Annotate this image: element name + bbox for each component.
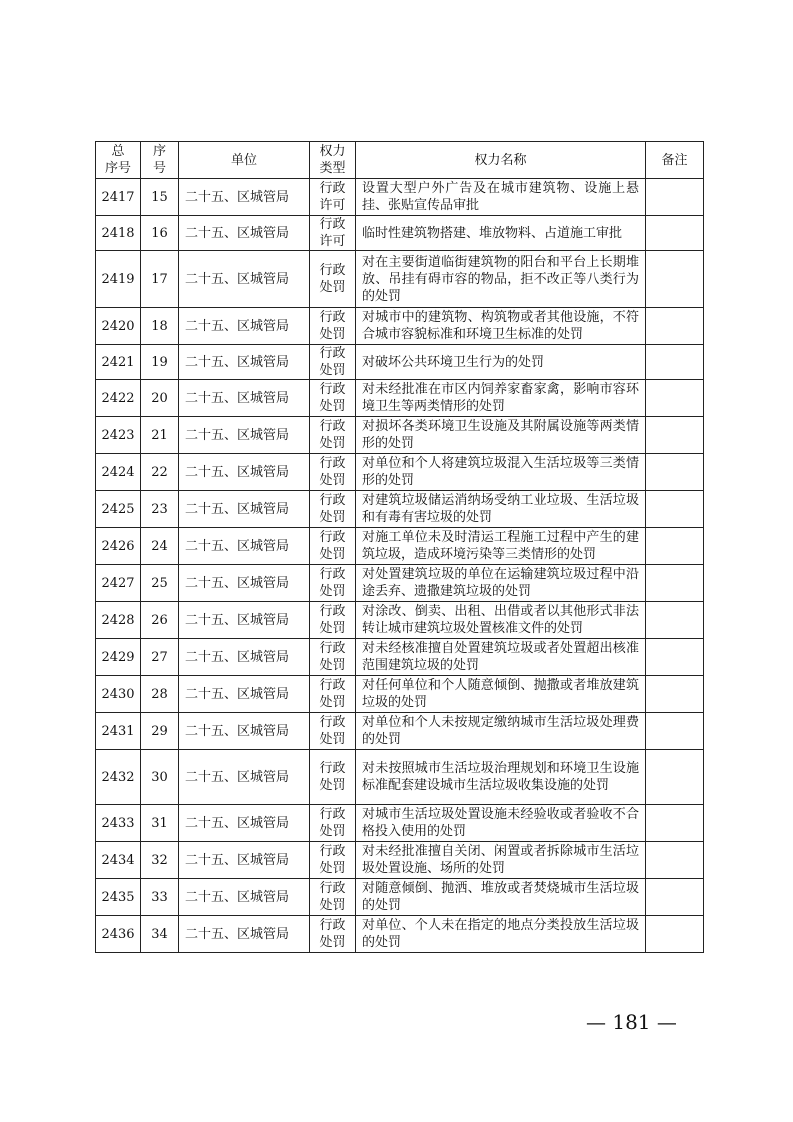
header-type: 权力 类型 <box>310 142 356 179</box>
cell-power-name: 设置大型户外广告及在城市建筑物、设施上悬挂、张贴宣传品审批 <box>356 179 646 216</box>
cell-power-name: 对城市中的建筑物、构筑物或者其他设施，不符合城市容貌标准和环境卫生标准的处罚 <box>356 308 646 345</box>
cell-no: 28 <box>141 676 179 713</box>
table-row <box>96 565 704 602</box>
cell-type: 行政 许可 <box>310 179 356 216</box>
cell-remark <box>646 750 704 805</box>
cell-type: 行政 处罚 <box>310 713 356 750</box>
cell-remark <box>646 528 704 565</box>
table-row <box>96 251 704 308</box>
cell-total-no: 2424 <box>96 454 141 491</box>
cell-total-no: 2426 <box>96 528 141 565</box>
header-no: 序 号 <box>141 142 179 179</box>
cell-no: 33 <box>141 879 179 916</box>
cell-unit: 二十五、区城管局 <box>179 750 310 805</box>
cell-remark <box>646 380 704 417</box>
cell-total-no: 2433 <box>96 805 141 842</box>
cell-power-name: 对未经批准擅自关闭、闲置或者拆除城市生活垃圾处置设施、场所的处罚 <box>356 842 646 879</box>
cell-type: 行政 处罚 <box>310 345 356 380</box>
cell-no: 17 <box>141 251 179 308</box>
cell-total-no: 2421 <box>96 345 141 380</box>
cell-unit: 二十五、区城管局 <box>179 805 310 842</box>
cell-type: 行政 处罚 <box>310 805 356 842</box>
cell-type: 行政 处罚 <box>310 454 356 491</box>
cell-remark <box>646 491 704 528</box>
cell-no: 21 <box>141 417 179 454</box>
cell-total-no: 2431 <box>96 713 141 750</box>
cell-total-no: 2425 <box>96 491 141 528</box>
cell-no: 19 <box>141 345 179 380</box>
cell-unit: 二十五、区城管局 <box>179 179 310 216</box>
cell-power-name: 对任何单位和个人随意倾倒、抛撒或者堆放建筑垃圾的处罚 <box>356 676 646 713</box>
cell-no: 32 <box>141 842 179 879</box>
cell-total-no: 2427 <box>96 565 141 602</box>
cell-power-name: 对施工单位未及时清运工程施工过程中产生的建筑垃圾，造成环境污染等三类情形的处罚 <box>356 528 646 565</box>
cell-type: 行政 处罚 <box>310 602 356 639</box>
cell-power-name: 对在主要街道临街建筑物的阳台和平台上长期堆放、吊挂有碍市容的物品，拒不改正等八类行为的处罚 <box>356 251 646 308</box>
cell-unit: 二十五、区城管局 <box>179 713 310 750</box>
cell-total-no: 2423 <box>96 417 141 454</box>
cell-unit: 二十五、区城管局 <box>179 308 310 345</box>
cell-unit: 二十五、区城管局 <box>179 842 310 879</box>
cell-no: 31 <box>141 805 179 842</box>
table-header-row <box>96 142 704 179</box>
header-remark: 备注 <box>646 142 704 179</box>
cell-remark <box>646 842 704 879</box>
cell-no: 23 <box>141 491 179 528</box>
cell-total-no: 2435 <box>96 879 141 916</box>
table-row <box>96 602 704 639</box>
cell-remark <box>646 345 704 380</box>
cell-total-no: 2417 <box>96 179 141 216</box>
table-row <box>96 491 704 528</box>
cell-remark <box>646 676 704 713</box>
cell-power-name: 临时性建筑物搭建、堆放物料、占道施工审批 <box>356 216 646 251</box>
cell-total-no: 2428 <box>96 602 141 639</box>
table-row <box>96 216 704 251</box>
cell-remark <box>646 879 704 916</box>
table-row <box>96 639 704 676</box>
cell-unit: 二十五、区城管局 <box>179 380 310 417</box>
cell-power-name: 对单位和个人未按规定缴纳城市生活垃圾处理费的处罚 <box>356 713 646 750</box>
cell-no: 25 <box>141 565 179 602</box>
cell-power-name: 对单位、个人未在指定的地点分类投放生活垃圾的处罚 <box>356 916 646 953</box>
document-sheet <box>95 141 703 953</box>
cell-unit: 二十五、区城管局 <box>179 565 310 602</box>
cell-power-name: 对损坏各类环境卫生设施及其附属设施等两类情形的处罚 <box>356 417 646 454</box>
cell-unit: 二十五、区城管局 <box>179 602 310 639</box>
cell-unit: 二十五、区城管局 <box>179 639 310 676</box>
table-row <box>96 676 704 713</box>
cell-unit: 二十五、区城管局 <box>179 454 310 491</box>
cell-no: 24 <box>141 528 179 565</box>
cell-total-no: 2432 <box>96 750 141 805</box>
cell-no: 20 <box>141 380 179 417</box>
cell-total-no: 2418 <box>96 216 141 251</box>
cell-remark <box>646 639 704 676</box>
cell-remark <box>646 179 704 216</box>
cell-total-no: 2420 <box>96 308 141 345</box>
cell-type: 行政 处罚 <box>310 639 356 676</box>
cell-total-no: 2422 <box>96 380 141 417</box>
cell-type: 行政 处罚 <box>310 565 356 602</box>
cell-power-name: 对单位和个人将建筑垃圾混入生活垃圾等三类情形的处罚 <box>356 454 646 491</box>
cell-remark <box>646 216 704 251</box>
table-row <box>96 345 704 380</box>
cell-no: 18 <box>141 308 179 345</box>
cell-type: 行政 处罚 <box>310 417 356 454</box>
cell-type: 行政 许可 <box>310 216 356 251</box>
header-name: 权力名称 <box>356 142 646 179</box>
table-row <box>96 308 704 345</box>
cell-unit: 二十五、区城管局 <box>179 216 310 251</box>
table-row <box>96 713 704 750</box>
cell-no: 34 <box>141 916 179 953</box>
table-row <box>96 842 704 879</box>
table-row <box>96 380 704 417</box>
cell-remark <box>646 805 704 842</box>
cell-type: 行政 处罚 <box>310 750 356 805</box>
table-row <box>96 179 704 216</box>
header-total-no: 总 序号 <box>96 142 141 179</box>
page-number: — 181 — <box>586 1010 677 1034</box>
cell-unit: 二十五、区城管局 <box>179 251 310 308</box>
cell-type: 行政 处罚 <box>310 916 356 953</box>
cell-remark <box>646 454 704 491</box>
table-row <box>96 528 704 565</box>
cell-remark <box>646 308 704 345</box>
cell-power-name: 对建筑垃圾储运消纳场受纳工业垃圾、生活垃圾和有毒有害垃圾的处罚 <box>356 491 646 528</box>
cell-remark <box>646 565 704 602</box>
cell-type: 行政 处罚 <box>310 842 356 879</box>
cell-unit: 二十五、区城管局 <box>179 417 310 454</box>
cell-unit: 二十五、区城管局 <box>179 916 310 953</box>
cell-power-name: 对未经核准擅自处置建筑垃圾或者处置超出核准范围建筑垃圾的处罚 <box>356 639 646 676</box>
cell-unit: 二十五、区城管局 <box>179 676 310 713</box>
table-row <box>96 916 704 953</box>
cell-remark <box>646 713 704 750</box>
table-row <box>96 879 704 916</box>
cell-type: 行政 处罚 <box>310 676 356 713</box>
cell-type: 行政 处罚 <box>310 879 356 916</box>
cell-no: 29 <box>141 713 179 750</box>
cell-no: 30 <box>141 750 179 805</box>
cell-power-name: 对未经批准在市区内饲养家畜家禽，影响市容环境卫生等两类情形的处罚 <box>356 380 646 417</box>
cell-type: 行政 处罚 <box>310 380 356 417</box>
cell-remark <box>646 916 704 953</box>
cell-remark <box>646 602 704 639</box>
cell-total-no: 2434 <box>96 842 141 879</box>
cell-type: 行政 处罚 <box>310 308 356 345</box>
cell-no: 16 <box>141 216 179 251</box>
cell-total-no: 2430 <box>96 676 141 713</box>
cell-unit: 二十五、区城管局 <box>179 491 310 528</box>
cell-type: 行政 处罚 <box>310 491 356 528</box>
cell-power-name: 对破坏公共环境卫生行为的处罚 <box>356 345 646 380</box>
cell-unit: 二十五、区城管局 <box>179 879 310 916</box>
cell-power-name: 对处置建筑垃圾的单位在运输建筑垃圾过程中沿途丢弃、遗撒建筑垃圾的处罚 <box>356 565 646 602</box>
power-list-table <box>95 141 704 953</box>
cell-power-name: 对未按照城市生活垃圾治理规划和环境卫生设施标准配套建设城市生活垃圾收集设施的处罚 <box>356 750 646 805</box>
table-body <box>96 179 704 953</box>
cell-power-name: 对随意倾倒、抛洒、堆放或者焚烧城市生活垃圾的处罚 <box>356 879 646 916</box>
header-unit: 单位 <box>179 142 310 179</box>
cell-no: 15 <box>141 179 179 216</box>
cell-power-name: 对涂改、倒卖、出租、出借或者以其他形式非法转让城市建筑垃圾处置核准文件的处罚 <box>356 602 646 639</box>
cell-power-name: 对城市生活垃圾处置设施未经验收或者验收不合格投入使用的处罚 <box>356 805 646 842</box>
table-row <box>96 805 704 842</box>
cell-type: 行政 处罚 <box>310 251 356 308</box>
cell-no: 22 <box>141 454 179 491</box>
cell-no: 27 <box>141 639 179 676</box>
table-row <box>96 750 704 805</box>
table-row <box>96 454 704 491</box>
cell-unit: 二十五、区城管局 <box>179 345 310 380</box>
cell-total-no: 2419 <box>96 251 141 308</box>
cell-total-no: 2429 <box>96 639 141 676</box>
cell-remark <box>646 417 704 454</box>
cell-type: 行政 处罚 <box>310 528 356 565</box>
table-row <box>96 417 704 454</box>
cell-total-no: 2436 <box>96 916 141 953</box>
cell-no: 26 <box>141 602 179 639</box>
cell-remark <box>646 251 704 308</box>
cell-unit: 二十五、区城管局 <box>179 528 310 565</box>
